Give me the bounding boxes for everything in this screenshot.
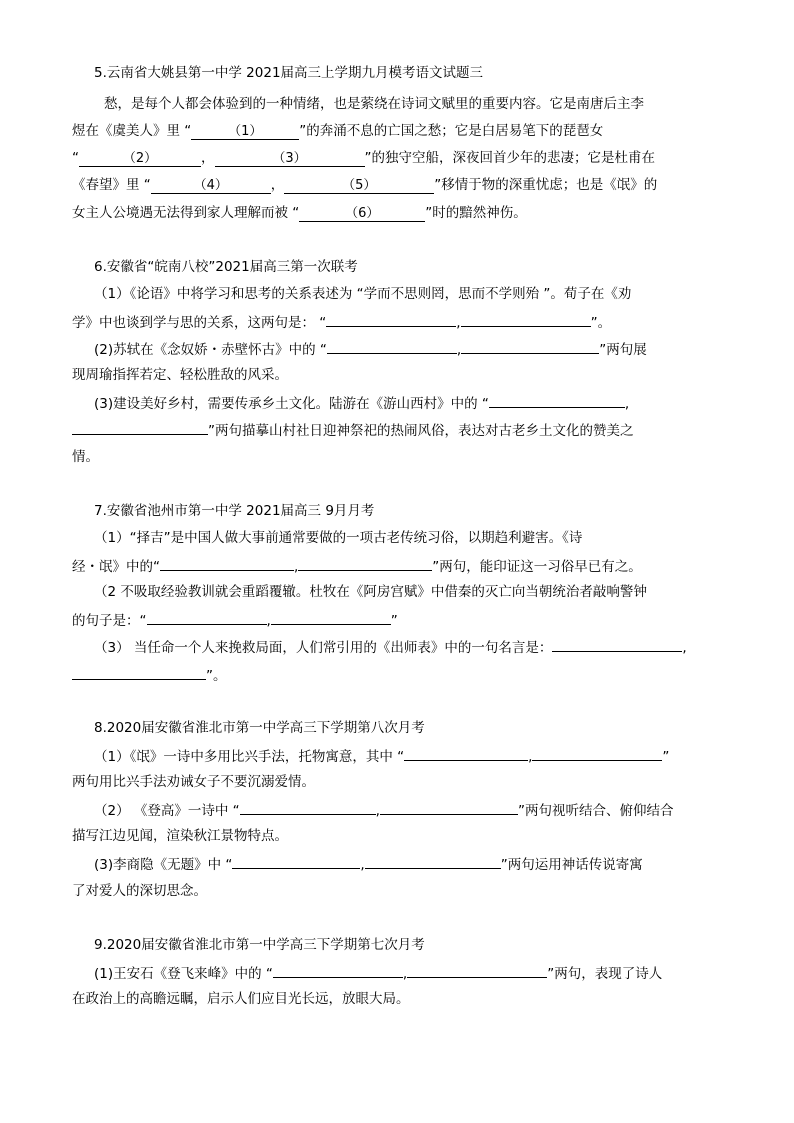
text: ”两句，能印证这一习俗早已有之。 bbox=[432, 559, 642, 575]
q8-p1-line-2: 两句用比兴手法劝诫女子不要沉溺爱情。 bbox=[72, 774, 315, 790]
q7-title: 7.安徽省池州市第一中学 2021届高三 9月月考 bbox=[94, 503, 375, 519]
text: , bbox=[375, 803, 380, 819]
text: 学》中也谈到学与思的关系，这两句是： “ bbox=[72, 315, 327, 331]
text: ”两句视听结合、俯仰结合 bbox=[517, 803, 674, 819]
q5-line-3 bbox=[72, 148, 655, 168]
text: ”移情于物的深重忧虑；也是《氓》的 bbox=[434, 177, 658, 193]
answer-blank[interactable] bbox=[380, 799, 518, 815]
blank-label: （4） bbox=[193, 178, 228, 193]
q8-p2-line-2: 描写江边见闻，渲染秋江景物特点。 bbox=[72, 828, 288, 844]
answer-blank[interactable] bbox=[461, 311, 591, 327]
blank-label: （5） bbox=[342, 178, 377, 193]
answer-blank[interactable] bbox=[327, 338, 457, 354]
answer-blank[interactable] bbox=[72, 419, 208, 435]
answer-blank[interactable] bbox=[72, 664, 206, 680]
answer-blank[interactable] bbox=[461, 338, 599, 354]
text: 的句子是：“ bbox=[72, 613, 147, 629]
text: （1）《氓》一诗中多用比兴手法，托物寓意，其中 “ bbox=[94, 749, 405, 765]
text: ”。 bbox=[206, 668, 227, 684]
q7-p3-line-2 bbox=[72, 664, 227, 686]
text: , bbox=[456, 342, 462, 358]
text: , bbox=[294, 559, 299, 575]
q5-title: 5.云南省大姚县第一中学 2021届高三上学期九月模考语文试题三 bbox=[94, 65, 484, 81]
text: 煜在《虞美人》里 “ bbox=[72, 123, 192, 139]
text: ”两句运用神话传说寄寓 bbox=[500, 857, 643, 873]
blank-2[interactable] bbox=[79, 151, 201, 167]
q9-title: 9.2020届安徽省淮北市第一中学高三下学期第七次月考 bbox=[94, 937, 425, 953]
q8-p3-line-2: 了对爱人的深切思念。 bbox=[72, 883, 207, 899]
q7-p2-line-2 bbox=[72, 609, 398, 631]
text: 女主人公境遇无法得到家人理解而被 “ bbox=[72, 205, 300, 221]
blank-3[interactable] bbox=[215, 151, 365, 167]
blank-label: （3） bbox=[272, 151, 307, 166]
blank-label: （1） bbox=[228, 124, 263, 139]
answer-blank[interactable] bbox=[407, 962, 547, 978]
text: , bbox=[682, 640, 687, 656]
answer-blank[interactable] bbox=[298, 555, 432, 571]
answer-blank[interactable] bbox=[365, 853, 501, 869]
q6-p3-line-1 bbox=[94, 392, 629, 414]
text: (3)李商隐《无题》中 “ bbox=[94, 857, 233, 873]
answer-blank[interactable] bbox=[326, 311, 456, 327]
q8-p3-line-1 bbox=[94, 853, 643, 875]
text: ”。 bbox=[590, 315, 612, 331]
text: (3)建设美好乡村，需要传承乡土文化。陆游在《游山西村》中的 “ bbox=[94, 396, 489, 412]
q6-p3-line-3: 情。 bbox=[72, 449, 99, 465]
text: ”两句，表现了诗人 bbox=[547, 966, 663, 982]
blank-1[interactable] bbox=[191, 124, 299, 140]
answer-blank[interactable] bbox=[489, 392, 625, 408]
q6-p1-line-1: （1）《论语》中将学习和思考的关系表述为 “学而不思则罔，思而不学则殆 ”。荀子在《劝 bbox=[94, 286, 632, 302]
q6-title: 6.安徽省“皖南八校”2021届高三第一次联考 bbox=[94, 259, 358, 275]
text: ” bbox=[662, 749, 670, 765]
blank-6[interactable] bbox=[299, 206, 425, 222]
text: , bbox=[266, 613, 271, 629]
answer-blank[interactable] bbox=[552, 636, 682, 652]
q6-p3-line-2 bbox=[72, 419, 634, 441]
text: （2） 《登高》一诗中 “ bbox=[94, 803, 240, 819]
q7-p1-line-1: （1）“择吉”是中国人做大事前通常要做的一项古老传统习俗，以期趋利避害。《诗 bbox=[94, 530, 583, 546]
q7-p3-line-1 bbox=[94, 636, 687, 658]
blank-5[interactable] bbox=[284, 178, 434, 194]
text: ”时的黯然神伤。 bbox=[425, 205, 527, 221]
text: , bbox=[456, 315, 461, 331]
q6-p2-line-1 bbox=[94, 338, 647, 360]
text: , bbox=[624, 396, 630, 412]
answer-blank[interactable] bbox=[160, 555, 294, 571]
q5-line-2 bbox=[72, 121, 603, 141]
text: ” bbox=[390, 613, 398, 629]
answer-blank[interactable] bbox=[147, 609, 267, 625]
text: (1)王安石《登飞来峰》中的 “ bbox=[94, 966, 273, 982]
q8-p2-line-1 bbox=[94, 799, 673, 821]
text: 《春望》里 “ bbox=[72, 177, 151, 193]
text: (2)苏轼在《念奴娇・赤壁怀古》中的 “ bbox=[94, 342, 327, 358]
text: ”两句展 bbox=[599, 342, 647, 358]
q6-p1-line-2 bbox=[72, 311, 611, 333]
q5-line-5 bbox=[72, 203, 527, 223]
q9-p1-line-2: 在政治上的高瞻远瞩，启示人们应目光长远，放眼大局。 bbox=[72, 991, 410, 1007]
blank-4[interactable] bbox=[151, 178, 271, 194]
answer-blank[interactable] bbox=[532, 745, 662, 761]
answer-blank[interactable] bbox=[271, 609, 391, 625]
text: “ bbox=[72, 150, 79, 166]
text: （3） 当任命一个人来挽救局面，人们常引用的《出师表》中的一句名言是： bbox=[94, 640, 553, 656]
q9-p1-line-1 bbox=[94, 962, 662, 984]
q5-line-1: 愁，是每个人都会体验到的一种情绪，也是萦绕在诗词文赋里的重要内容。它是南唐后主李 bbox=[104, 96, 644, 112]
text: , bbox=[360, 857, 365, 873]
text: ”的独守空船，深夜回首少年的悲凄；它是杜甫在 bbox=[364, 150, 655, 166]
q7-p1-line-2 bbox=[72, 555, 642, 577]
q8-title: 8.2020届安徽省淮北市第一中学高三下学期第八次月考 bbox=[94, 720, 425, 736]
q6-p2-line-2: 现周瑜指挥若定、轻松胜敌的风采。 bbox=[72, 367, 288, 383]
blank-label: （2） bbox=[122, 151, 158, 166]
text: ”的奔涌不息的亡国之愁；它是白居易笔下的琵琶女 bbox=[299, 123, 604, 139]
text: , bbox=[402, 966, 408, 982]
text: ， bbox=[270, 177, 285, 193]
q5-line-4 bbox=[72, 175, 657, 195]
answer-blank[interactable] bbox=[240, 799, 376, 815]
blank-label: （6） bbox=[345, 206, 380, 221]
answer-blank[interactable] bbox=[273, 962, 403, 978]
answer-blank[interactable] bbox=[404, 745, 528, 761]
q8-p1-line-1 bbox=[94, 745, 669, 767]
answer-blank[interactable] bbox=[232, 853, 360, 869]
text: 经・氓》中的“ bbox=[72, 559, 160, 575]
q7-p2-line-1: （2 不吸取经验教训就会重蹈覆辙。杜牧在《阿房宫赋》中借秦的灭亡向当朝统治者敲响警钟 bbox=[94, 584, 647, 600]
text: , bbox=[528, 749, 533, 765]
text: ， bbox=[201, 150, 215, 166]
text: ”两句描摹山村社日迎神祭祀的热闹风俗，表达对古老乡土文化的赞美之 bbox=[208, 423, 634, 439]
